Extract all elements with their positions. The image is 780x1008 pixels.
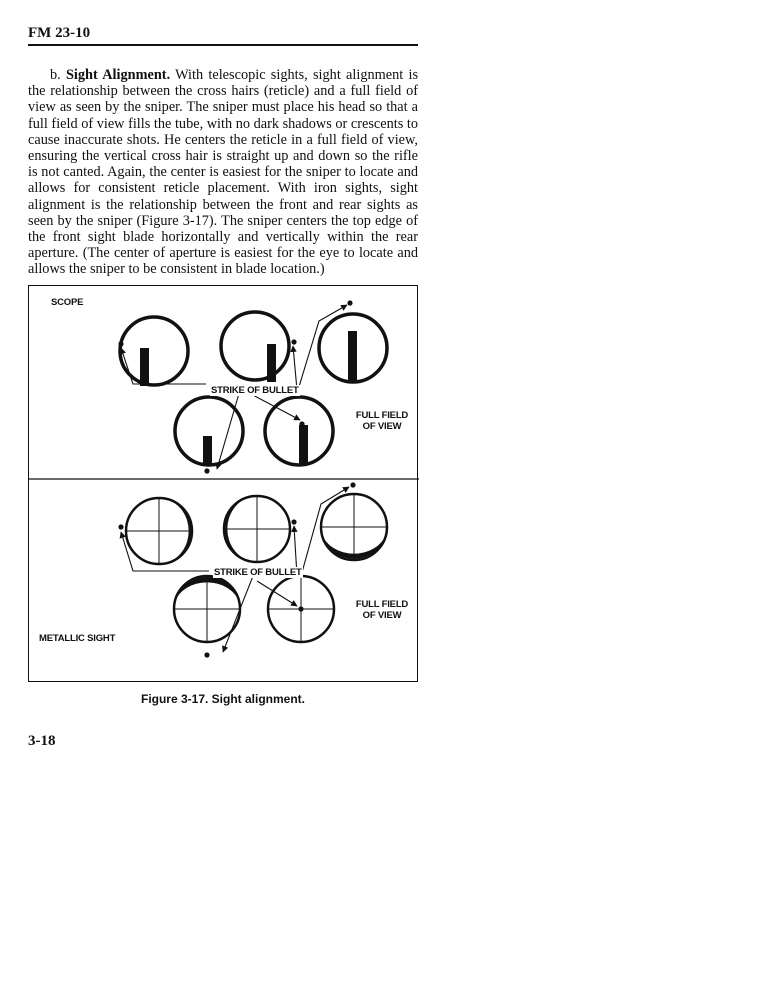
scope-full-field-label bbox=[347, 410, 417, 432]
iron-strike-dot-5 bbox=[298, 606, 303, 611]
iron-strike-dot-1 bbox=[118, 524, 123, 529]
running-header bbox=[28, 24, 418, 46]
metallic-strike-label: STRIKE OF BULLET bbox=[214, 567, 302, 578]
paragraph-text: With telescopic sights, sight alignment is the relationship between the cross hairs (reticle) and a full field of view as seen by the sniper. The sniper must place his head so that a full field of view fills the tube, with no dark shadows or crescents to cause inaccurate shots. He centers the reticle in a full field of view, ensuring the vertical cross hair is straight up and down so the rifle is not canted. Again, the center is easiest for the sniper to locate and allows for consistent reticle placement. With iron sights, sight alignment is the relationship between the front and rear sights as seen by the sniper (Figure 3-17). The sniper centers the top edge of the front sight blade horizontally and vertically within the rear aperture. (The center of aperture is easiest for the eye to locate and allows the sniper to be consistent in blade location.) bbox=[28, 67, 419, 278]
iron-strike-dot-4 bbox=[204, 652, 209, 657]
scope-strike-dot-4 bbox=[204, 468, 209, 473]
iron-sight-view-3 bbox=[321, 494, 387, 560]
page-number: 3-18 bbox=[28, 733, 56, 749]
iron-sight-view-1 bbox=[126, 498, 192, 564]
scope-view-2 bbox=[221, 312, 289, 382]
figure-drawing bbox=[29, 286, 419, 683]
scope-strike-label: STRIKE OF BULLET bbox=[211, 385, 299, 396]
iron-sight-view-2 bbox=[224, 496, 290, 562]
scope-strike-dot-3 bbox=[291, 339, 296, 344]
scope-full-field-line2: OF VIEW bbox=[362, 421, 402, 432]
paragraph-lead-label: b. bbox=[50, 67, 66, 83]
iron-sight-view-4 bbox=[174, 576, 240, 642]
scope-strike-dot-2 bbox=[347, 300, 352, 305]
scope-leader-4 bbox=[293, 346, 297, 390]
metallic-full-field-line2: OF VIEW bbox=[362, 610, 402, 621]
scope-view-4 bbox=[175, 397, 243, 466]
scope-panel-title: SCOPE bbox=[51, 297, 84, 308]
manual-id: FM 23-10 bbox=[28, 25, 91, 41]
figure-caption: Figure 3-17. Sight alignment. bbox=[140, 692, 306, 706]
scope-full-field-line1: FULL FIELD bbox=[355, 410, 409, 421]
iron-strike-dot-3 bbox=[291, 519, 296, 524]
scope-strike-dot-5 bbox=[299, 421, 304, 426]
sight-alignment-figure bbox=[28, 285, 418, 682]
iron-leader-5 bbox=[301, 487, 349, 576]
metallic-full-field-label bbox=[347, 599, 417, 621]
metallic-panel-title: METALLIC SIGHT bbox=[39, 633, 116, 644]
scope-view-3 bbox=[319, 314, 387, 382]
metallic-full-field-line1: FULL FIELD bbox=[355, 599, 409, 610]
paragraph-heading: Sight Alignment. bbox=[65, 67, 171, 83]
iron-strike-dot-2 bbox=[350, 482, 355, 487]
scope-strike-dot-1 bbox=[118, 341, 123, 346]
sight-alignment-paragraph bbox=[28, 67, 418, 278]
